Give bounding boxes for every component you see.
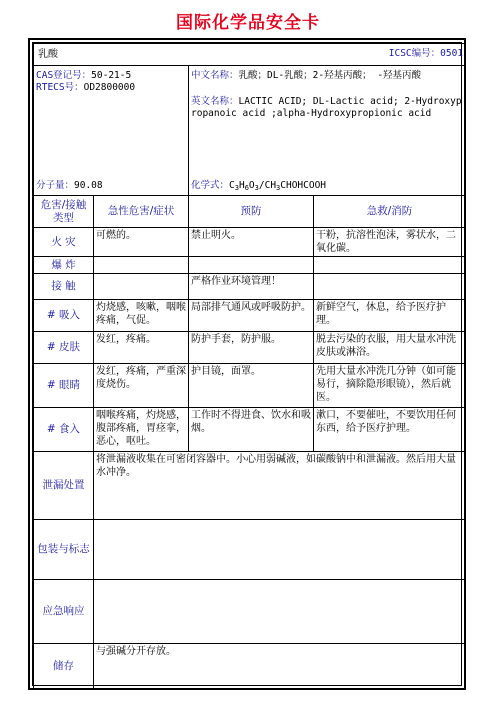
row-hazard: 发红，疼痛。 bbox=[94, 332, 189, 364]
mw-value: 90.08 bbox=[74, 180, 103, 191]
storage-label: 储存 bbox=[34, 644, 94, 690]
identity-row bbox=[34, 66, 466, 196]
row-prevention: 禁止明火。 bbox=[189, 228, 314, 257]
icsc-number bbox=[389, 48, 463, 60]
mw-label: 分子量： bbox=[36, 180, 75, 191]
header-hazard: 急性危害/症状 bbox=[94, 196, 189, 228]
header-firstaid: 急救/消防 bbox=[314, 196, 466, 228]
row-prevention: 局部排气通风或呼吸防护。 bbox=[189, 300, 314, 332]
cas-value: 50-21-5 bbox=[91, 70, 132, 81]
header-prevention: 预防 bbox=[189, 196, 314, 228]
row-prevention: 护目镜，面罩。 bbox=[189, 364, 314, 408]
table-row bbox=[34, 228, 466, 257]
header-type: 危害/接触类型 bbox=[34, 196, 94, 228]
card-frame bbox=[28, 38, 466, 690]
package-text bbox=[94, 520, 466, 580]
row-type: 爆 炸 bbox=[34, 257, 94, 274]
storage-text: 与强碱分开存放。 bbox=[94, 644, 466, 690]
chemical-name: 乳酸 bbox=[38, 49, 58, 60]
table-row bbox=[34, 274, 466, 300]
row-hazard: 可燃的。 bbox=[94, 228, 189, 257]
icsc-value: 0501 bbox=[440, 48, 464, 59]
row-firstaid: 干粉，抗溶性泡沫，雾状水，二氧化碳。 bbox=[314, 228, 466, 257]
spill-label: 泄漏处置 bbox=[34, 452, 94, 520]
en-name-label: 英文名称： bbox=[191, 96, 239, 107]
row-type: # 吸入 bbox=[34, 300, 94, 332]
name-cell bbox=[34, 44, 466, 66]
spill-row bbox=[34, 452, 466, 520]
header-row bbox=[34, 196, 466, 228]
row-firstaid: 脱去污染的衣服，用大量水冲洗皮肤或淋浴。 bbox=[314, 332, 466, 364]
row-type: # 眼睛 bbox=[34, 364, 94, 408]
formula: 化学式：$C_3H_6O_3/CH_3CHOHCOOH$ bbox=[191, 180, 327, 192]
emergency-label: 应急响应 bbox=[34, 580, 94, 644]
row-prevention: 防护手套，防护服。 bbox=[189, 332, 314, 364]
row-firstaid: 漱口，不要催吐，不要饮用任何东西，给予医疗护理。 bbox=[314, 408, 466, 452]
rtecs-value: OD2800000 bbox=[83, 82, 136, 93]
row-hazard: 灼烧感，咳嗽，咽喉疼痛，气促。 bbox=[94, 300, 189, 332]
row-hazard: 咽喉疼痛，灼烧感，腹部疼痛，胃痉挛，恶心，呕吐。 bbox=[94, 408, 189, 452]
row-type: 接 触 bbox=[34, 274, 94, 300]
emergency-text bbox=[94, 580, 466, 644]
emergency-row bbox=[34, 580, 466, 644]
row-hazard bbox=[94, 274, 189, 300]
spill-text: 将泄漏液收集在可密闭容器中。小心用弱碱液，如碳酸钠中和泄漏液。然后用大量水冲净。 bbox=[94, 452, 466, 520]
row-hazard bbox=[94, 257, 189, 274]
icsc-label: ICSC编号： bbox=[388, 48, 441, 59]
row-prevention bbox=[189, 257, 314, 274]
row-prevention: 严格作业环境管理！ bbox=[189, 274, 314, 300]
row-firstaid bbox=[314, 257, 466, 274]
en-name-value: LACTIC ACID; DL-Lactic acid; 2-Hydroxypropanoic acid ;alpha-Hydroxypropionic acid bbox=[191, 96, 462, 119]
row-firstaid: 先用大量水冲洗几分钟（如可能易行，摘除隐形眼镜），然后就医。 bbox=[314, 364, 466, 408]
row-hazard: 发红，疼痛，严重深度烧伤。 bbox=[94, 364, 189, 408]
package-label: 包装与标志 bbox=[34, 520, 94, 580]
formula-label: 化学式： bbox=[191, 180, 230, 191]
package-row bbox=[34, 520, 466, 580]
table-row bbox=[34, 300, 466, 332]
row-type: 火 灾 bbox=[34, 228, 94, 257]
row-firstaid bbox=[314, 274, 466, 300]
row-prevention: 工作时不得进食、饮水和吸烟。 bbox=[189, 408, 314, 452]
card-title: 国际化学品安全卡 bbox=[176, 13, 320, 33]
table-row bbox=[34, 364, 466, 408]
id-right-cell bbox=[189, 66, 466, 196]
icsc-table bbox=[33, 43, 466, 690]
id-left-cell bbox=[34, 66, 189, 196]
cas-label: CAS登记号： bbox=[36, 70, 92, 81]
row-type: # 皮肤 bbox=[34, 332, 94, 364]
table-row bbox=[34, 257, 466, 274]
name-row bbox=[34, 44, 466, 66]
cn-name-value: 乳酸；DL-乳酸；2-羟基丙酸； -羟基丙酸 bbox=[238, 70, 422, 81]
row-firstaid: 新鲜空气，休息，给予医疗护理。 bbox=[314, 300, 466, 332]
card-inner bbox=[32, 42, 462, 686]
table-row bbox=[34, 332, 466, 364]
row-type: # 食入 bbox=[34, 408, 94, 452]
rtecs-label: RTECS号： bbox=[36, 82, 84, 93]
cn-name-label: 中文名称： bbox=[191, 70, 239, 81]
storage-row bbox=[34, 644, 466, 690]
table-row bbox=[34, 408, 466, 452]
